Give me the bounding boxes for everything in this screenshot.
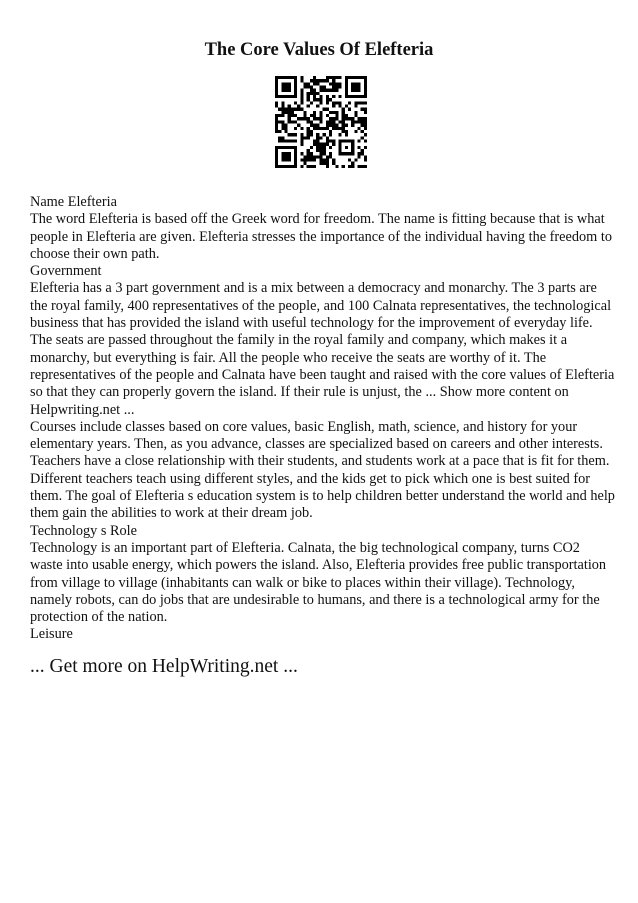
document-title: The Core Values Of Elefteria bbox=[204, 40, 434, 60]
get-more-link[interactable]: ... Get more on HelpWriting.net ... bbox=[30, 656, 298, 677]
qr-code-icon[interactable] bbox=[275, 76, 367, 168]
paragraph-technology-description: Technology is an important part of Elefteria. Calnata, the big technological company, turns CO2 waste into usable energy, which powers the island. Also, Elefteria provides free public transportation from village to village (inhabitants can walk or bike to places within their village). Technology, namely robots, can do jobs that are undesirable to humans, and there is a technological army for the protection of the nation. bbox=[30, 539, 607, 626]
paragraph-name-heading: Name Elefteria bbox=[30, 194, 117, 210]
paragraph-leisure-heading: Leisure bbox=[30, 626, 73, 643]
document-body bbox=[30, 194, 616, 644]
paragraph-technology-heading: Technology s Role bbox=[30, 522, 138, 539]
qr-code-graphic bbox=[275, 76, 367, 168]
paragraph-government-description: Elefteria has a 3 part government and is a mix between a democracy and monarchy. The 3 parts are the royal family, 400 representatives of the people, and 100 Calnata representatives, the technological business that has provided the island with useful technology for the improvement of everyday life. The seats are passed throughout the family in the royal family and company, which makes it a monarchy, but everything is fair. All the people who receive the seats are worthy of it. The representatives of the people and Calnata have been taught and raised with the core values of Elefteria so that they can properly govern the island. If their rule is unjust, the ... Show more content on Helpwriting.net ... bbox=[30, 280, 615, 418]
paragraph-government-heading: Government bbox=[30, 263, 102, 280]
paragraph-courses: Courses include classes based on core values, basic English, math, science, and history for your elementary years. Then, as you advance, classes are specialized based on careers and other interests. Teachers have a close relationship with their students, and students work at a pace that is fit for them. Different teachers teach using different styles, and the kids get to pick which one is best suited for them. The goal of Elefteria s education system is to help children better understand the world and help them gain the abilities to work at their dream job. bbox=[30, 418, 615, 522]
paragraph-name-description: The word Elefteria is based off the Greek word for freedom. The name is fitting because that is what people in Elefteria are given. Elefteria stresses the importance of the individual having the freedom to choose their own path. bbox=[30, 211, 612, 262]
